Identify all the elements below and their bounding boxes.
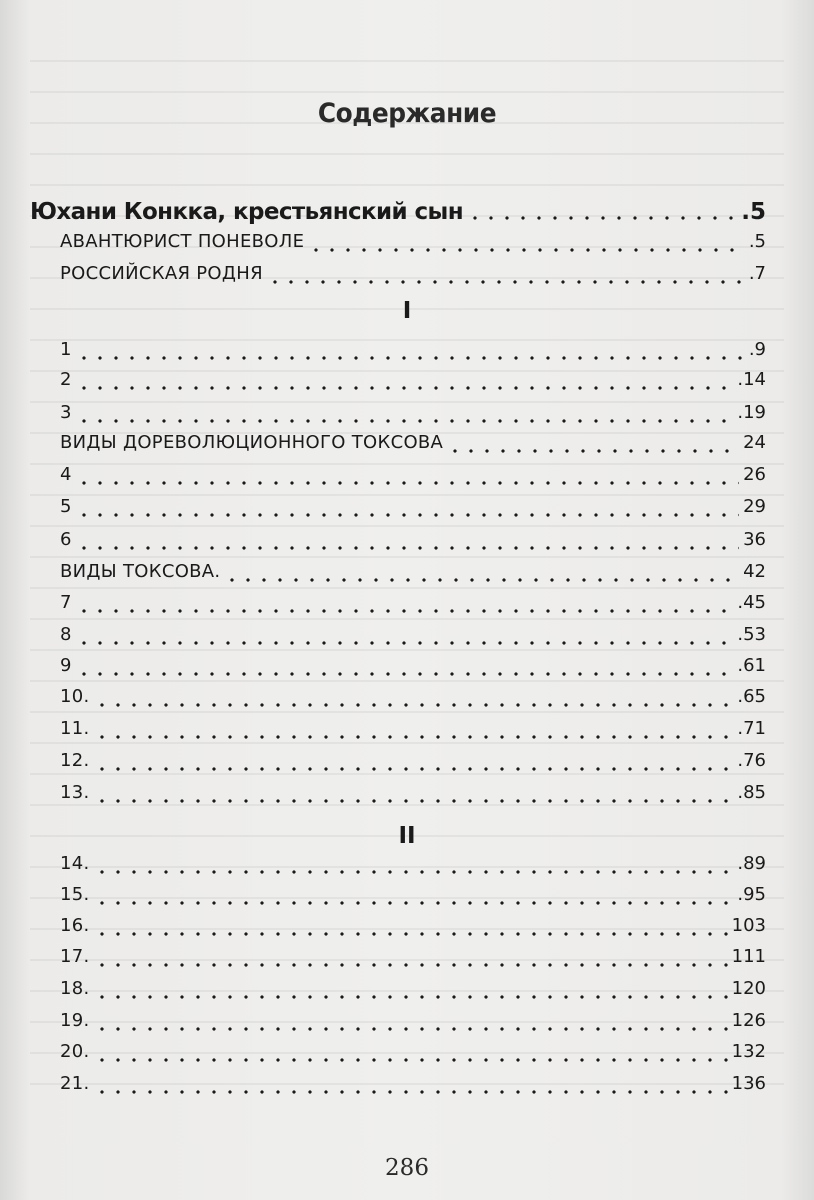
- toc-entry-label: АВАНТЮРИСТ ПОНЕВОЛЕ: [60, 231, 305, 252]
- dot-leader: [94, 932, 728, 936]
- dot-leader: [467, 216, 737, 220]
- dot-leader: [94, 963, 728, 967]
- toc-entry-page: 103: [731, 915, 766, 936]
- toc-entry: [60, 884, 766, 914]
- toc-entry: [60, 496, 766, 526]
- toc-entry-page: .89: [737, 853, 766, 874]
- toc-entry-label: 14.: [60, 853, 90, 874]
- dot-leader: [76, 419, 734, 423]
- toc-entry-label: 21.: [60, 1073, 90, 1094]
- toc-entry-page: .19: [737, 402, 766, 423]
- toc-entry: [60, 915, 766, 945]
- dot-leader: [94, 735, 734, 739]
- dot-leader: [76, 672, 734, 676]
- toc-entry-label: ВИДЫ ТОКСОВА.: [60, 561, 221, 582]
- dot-leader: [76, 386, 734, 390]
- toc-entry-page: 36: [743, 529, 766, 550]
- dot-leader: [94, 995, 728, 999]
- toc-entry-page: .65: [737, 686, 766, 707]
- toc-entry-page: .7: [748, 263, 766, 284]
- toc-entry: [60, 402, 766, 432]
- dot-leader: [76, 481, 739, 485]
- toc-entry-label: 1: [60, 339, 72, 360]
- toc-entry: [60, 853, 766, 883]
- toc-entry: [60, 624, 766, 654]
- toc-entry: [60, 339, 766, 369]
- dot-leader: [76, 641, 734, 645]
- dot-leader: [76, 609, 734, 613]
- dot-leader: [94, 799, 734, 803]
- toc-entry: [60, 561, 766, 591]
- dot-leader: [267, 280, 745, 284]
- toc-entry-label: 2: [60, 369, 72, 390]
- toc-entry-label: 7: [60, 592, 72, 613]
- toc-entry: [60, 231, 766, 261]
- toc-entry-page: 111: [731, 946, 766, 967]
- toc-entry-label: ВИДЫ ДОРЕВОЛЮЦИОННОГО ТОКСОВА: [60, 432, 444, 453]
- page-number: 286: [385, 1155, 429, 1181]
- toc-entry-label: 3: [60, 402, 72, 423]
- dot-leader: [94, 1058, 728, 1062]
- toc-entry: [60, 369, 766, 399]
- toc-entry: [60, 464, 766, 494]
- part-heading-2: II: [398, 823, 416, 849]
- toc-entry-page: 42: [743, 561, 766, 582]
- dot-leader: [94, 767, 734, 771]
- toc-entry-label: 17.: [60, 946, 90, 967]
- toc-entry: [60, 978, 766, 1008]
- toc-entry-label: 9: [60, 655, 72, 676]
- dot-leader: [94, 901, 734, 905]
- toc-entry-main: [30, 199, 766, 229]
- toc-entry: [60, 263, 766, 293]
- toc-entry-page: .61: [737, 655, 766, 676]
- toc-entry-label: 18.: [60, 978, 90, 999]
- dot-leader: [224, 578, 739, 582]
- toc-entry-label: 16.: [60, 915, 90, 936]
- toc-entry: [60, 592, 766, 622]
- dot-leader: [447, 449, 739, 453]
- toc-entry-label: 13.: [60, 782, 90, 803]
- toc-entry: [60, 1010, 766, 1040]
- toc-entry: [60, 750, 766, 780]
- toc-entry-page: 126: [731, 1010, 766, 1031]
- toc-entry-page: 29: [743, 496, 766, 517]
- toc-entry: [60, 946, 766, 976]
- toc-entry-label: 10.: [60, 686, 90, 707]
- dot-leader: [94, 1090, 728, 1094]
- toc-entry: [60, 655, 766, 685]
- toc-entry-page: .76: [737, 750, 766, 771]
- toc-entry-label: 20.: [60, 1041, 90, 1062]
- toc-entry-label: 6: [60, 529, 72, 550]
- toc-entry-page: 136: [731, 1073, 766, 1094]
- toc-entry-page: 24: [743, 432, 766, 453]
- toc-entry-page: .71: [737, 718, 766, 739]
- toc-entry-page: .9: [748, 339, 766, 360]
- toc-entry: [60, 529, 766, 559]
- toc-entry-label: 19.: [60, 1010, 90, 1031]
- toc-entry-label: 8: [60, 624, 72, 645]
- toc-entry-label: 12.: [60, 750, 90, 771]
- toc-entry-page: 26: [743, 464, 766, 485]
- toc-entry-page: .53: [737, 624, 766, 645]
- toc-entry: [60, 1073, 766, 1103]
- part-heading-1: I: [402, 298, 412, 324]
- toc-entry-label: РОССИЙСКАЯ РОДНЯ: [60, 263, 263, 284]
- toc-entry: [60, 1041, 766, 1071]
- toc-entry-label: 4: [60, 464, 72, 485]
- toc-entry-page: .5: [748, 231, 766, 252]
- toc-entry: [60, 718, 766, 748]
- dot-leader: [308, 248, 745, 252]
- toc-entry-label: 5: [60, 496, 72, 517]
- dot-leader: [76, 546, 739, 550]
- page-title: Содержание: [317, 98, 497, 129]
- dot-leader: [94, 703, 734, 707]
- dot-leader: [76, 356, 745, 360]
- toc-entry-page: .95: [737, 884, 766, 905]
- dot-leader: [94, 870, 734, 874]
- toc-entry: [60, 686, 766, 716]
- toc-entry-label: 11.: [60, 718, 90, 739]
- dot-leader: [94, 1027, 728, 1031]
- toc-entry-page: .14: [737, 369, 766, 390]
- toc-entry-label: 15.: [60, 884, 90, 905]
- toc-entry-page: 132: [731, 1041, 766, 1062]
- toc-entry-page: 120: [731, 978, 766, 999]
- toc-entry-page: .85: [737, 782, 766, 803]
- toc-entry-label: Юхани Конкка, крестьянский сын: [30, 199, 463, 225]
- dot-leader: [76, 513, 739, 517]
- toc-entry: [60, 432, 766, 462]
- toc-entry: [60, 782, 766, 812]
- toc-entry-page: .45: [737, 592, 766, 613]
- toc-entry-page: .5: [741, 199, 766, 225]
